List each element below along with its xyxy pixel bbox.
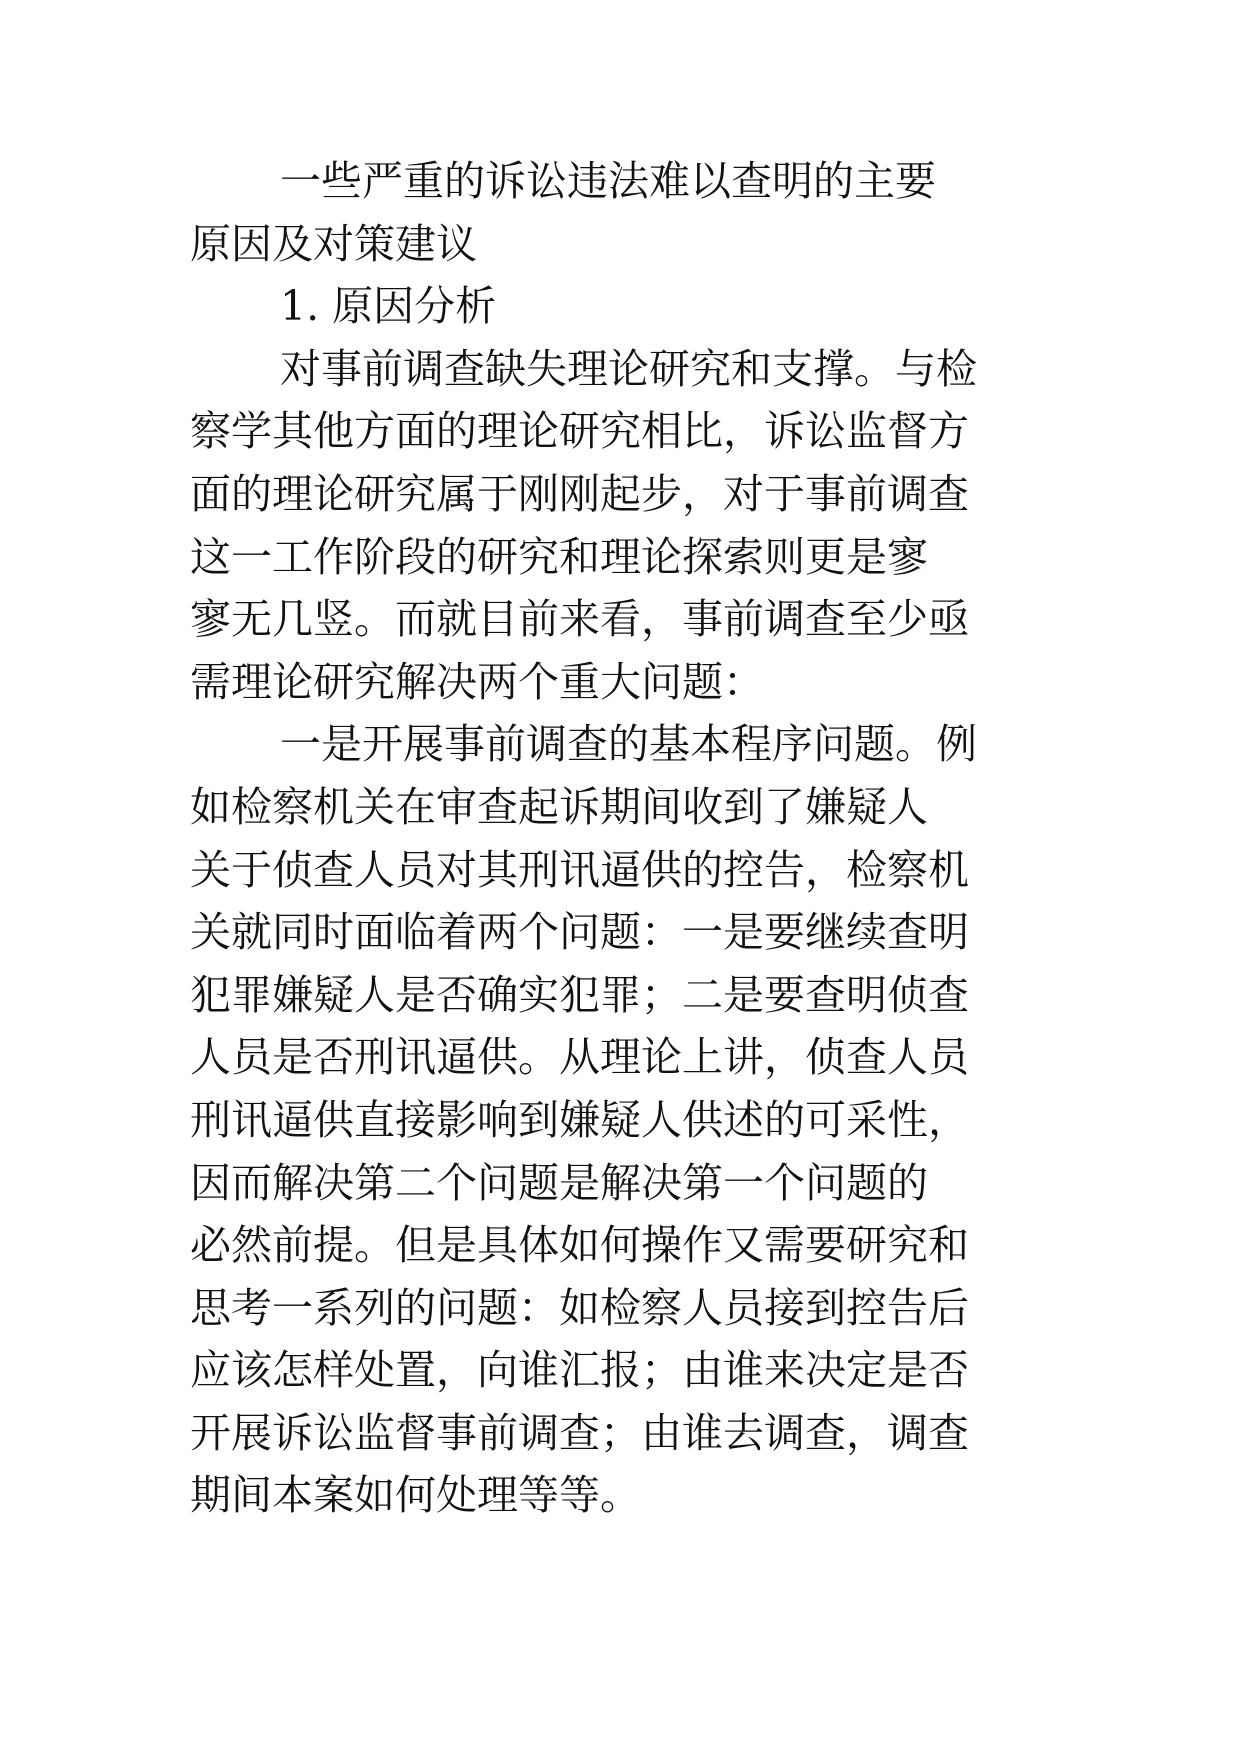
paragraph-line: 应该怎样处置，向谁汇报；由谁来决定是否 bbox=[190, 1346, 969, 1395]
paragraph-line: 思考一系列的问题：如检察人员接到控告后 bbox=[190, 1283, 969, 1332]
paragraph-line: 面的理论研究属于刚刚起步，对于事前调查 bbox=[190, 469, 969, 518]
heading-line-1: 一些严重的诉讼违法难以查明的主要 bbox=[280, 157, 936, 205]
paragraph-line: 开展诉讼监督事前调查；由谁去调查，调查 bbox=[190, 1408, 969, 1457]
paragraph-line: 刑讯逼供直接影响到嫌疑人供述的可采性， bbox=[190, 1095, 969, 1144]
paragraph-line: 寥无几竖。而就目前来看，事前调查至少亟 bbox=[190, 595, 969, 644]
paragraph-line: 犯罪嫌疑人是否确实犯罪；二是要查明侦查 bbox=[190, 970, 969, 1019]
paragraph-line: 一是开展事前调查的基本程序问题。例 bbox=[280, 720, 977, 769]
paragraph-line: 察学其他方面的理论研究相比，诉讼监督方 bbox=[190, 407, 969, 456]
paragraph-line: 因而解决第二个问题是解决第一个问题的 bbox=[190, 1158, 928, 1207]
paragraph-line: 对事前调查缺失理论研究和支撑。与检 bbox=[280, 344, 977, 393]
paragraph-line: 关于侦查人员对其刑讯逼供的控告，检察机 bbox=[190, 845, 969, 894]
paragraph-line: 关就同时面临着两个问题：一是要继续查明 bbox=[190, 908, 969, 957]
section-heading: 1. 原因分析 bbox=[280, 282, 497, 331]
document-body bbox=[190, 150, 1090, 1527]
paragraph-line: 需理论研究解决两个重大问题： bbox=[190, 657, 764, 706]
paragraph-line: 如检察机关在审查起诉期间收到了嫌疑人 bbox=[190, 782, 928, 831]
heading-line-2: 原因及对策建议 bbox=[190, 219, 477, 268]
paragraph-line: 这一工作阶段的研究和理论探索则更是寥 bbox=[190, 532, 928, 581]
paragraph-line: 期间本案如何处理等等。 bbox=[190, 1471, 641, 1520]
paragraph-line: 必然前提。但是具体如何操作又需要研究和 bbox=[190, 1221, 969, 1270]
paragraph-line: 人员是否刑讯逼供。从理论上讲，侦查人员 bbox=[190, 1033, 969, 1082]
